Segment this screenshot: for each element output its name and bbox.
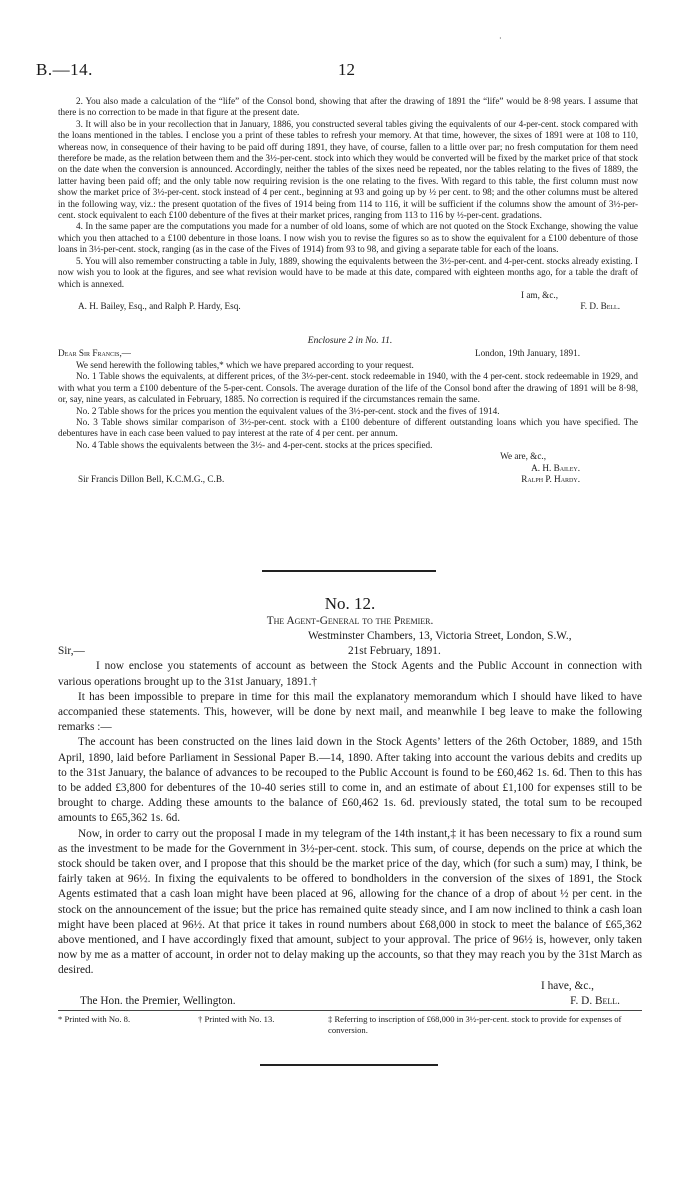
paragraph: 2. You also made a calculation of the “life” of the Consol bond, showing that after the drawing of 1891 the “life” would be 8·98 years. I assume that there is no correction to be made in that figure at the present date. xyxy=(58,96,638,118)
letter-continuation xyxy=(58,96,638,313)
sender-address: Westminster Chambers, 13, Victoria Street, London, S.W., xyxy=(308,630,572,643)
enclosure-letter xyxy=(58,348,638,486)
footnote: ‡ Referring to inscription of £68,000 in 3½-per-cent. stock to provide for expenses of conversion. xyxy=(328,1014,622,1035)
paragraph: It has been impossible to prepare in time for this mail the explanatory memorandum which I should have liked to have accompanied these statements. This, however, will be done by next mail, and meanwhile I beg leave to make the following remarks :— xyxy=(58,690,642,734)
closing: I have, &c., xyxy=(540,979,594,992)
enclosure-salutation-row xyxy=(58,348,638,360)
series-number: B.—14. xyxy=(36,60,93,79)
signer: Ralph P. Hardy. xyxy=(521,474,580,485)
page-speck: · xyxy=(499,34,502,43)
letter-heading: The Agent-General to the Premier. xyxy=(266,615,434,627)
paragraph: No. 2 Table shows for the prices you mention the equivalent values of the 3½-per-cent. stock and the fives of 1914. xyxy=(76,405,500,416)
addressee: A. H. Bailey, Esq., and Ralph P. Hardy, Esq. xyxy=(78,301,241,312)
letter-no12 xyxy=(58,614,642,1009)
paragraph: No. 4 Table shows the equivalents between the 3½- and 4-per-cent. stocks at the prices specified. xyxy=(76,439,433,450)
signature-row xyxy=(58,994,642,1009)
paragraph: Now, in order to carry out the proposal I made in my telegram of the 14th instant,‡ it has been necessary to fix a round sum as the investment to be made for the Government in 3½-per-cent. stock. This sum, of course, depends on the price at which the stock should be taken over, and I propose that this should be the market price of the day, which (for such a sum) may, I think, be fairly taken at 96½. In fixing the equivalents to be offered to bondholders in the conversion of the sixes of 1891, the Stock Agents estimated that a cash loan might have been placed at 96, allowing for the chance of a drop of about ½ per cent. in the stock on the announcement of the issue; but the price has remained quite steady since, and I am now inclined to think a cash loan might have been placed at 96½. At that price it takes in round numbers about £68,000 in stock to meet the balance of £65,362 above mentioned, and I have accordingly fixed that amount, subject to your approval. The price of 96½ is, however, only taken now by me as a matter of account, in order not to delay making up the accounts, so that they may reach you by the 31st March as desired. xyxy=(58,827,642,977)
footnote-rule xyxy=(58,1010,642,1011)
signer: A. H. Bailey. xyxy=(531,462,580,473)
signature: F. D. Bell. xyxy=(580,301,620,312)
addressee: The Hon. the Premier, Wellington. xyxy=(80,994,236,1007)
enclosure-title: Enclosure 2 in No. 11. xyxy=(307,336,393,346)
salutation: Sir,— xyxy=(58,645,85,658)
signature-row xyxy=(58,301,638,313)
signature: F. D. Bell. xyxy=(570,994,620,1007)
footnote: * Printed with No. 8. xyxy=(58,1014,131,1024)
paragraph: 3. It will also be in your recollection that in January, 1886, you constructed several tables giving the equivalents of our 4-per-cent. stock compared with the loans mentioned in the tables. I enclose you a print of these tables to refresh your memory. At that time, however, the sixes of 1891 were at 108 to 110, whereas now, in consequence of their having to be paid off during 1891, they have, of course, fallen to a little over par; no fresh computation for them need therefore be made, as the relation between them and the 3½-per-cent. stock into which they would be converted will be fixed by the market price of that stock on the date when the conversion is announced. Accordingly, neither the tables of the sixes need be repeated, nor the tables relating to the fives of 1889, the latter having been paid off; and the only table now requiring revision is the one relating to the fives. With regard to this table, the first column must now show the market price of 3½-per-cent. stock instead of 4 per cent., beginning at 93 and going up by ½ per cent. to 98; and the other columns must be altered in the following way, viz.: the present quotation of the fives of 1914 being from 114 to 116, it will be sufficient if the columns show the amount of 3½-per-cent. stock equivalent to each £100 debenture of the fives at their market prices, ranging from 113 to 116 by ½-per-cent. gradations. xyxy=(58,118,638,221)
closing: I am, &c., xyxy=(521,289,558,300)
document-number: No. 12. xyxy=(324,594,376,613)
section-rule xyxy=(262,570,436,572)
footnote: † Printed with No. 13. xyxy=(198,1014,275,1024)
salutation-row xyxy=(58,644,642,659)
place-date: London, 19th January, 1891. xyxy=(474,348,580,358)
paragraph: The account has been constructed on the lines laid down in the Stock Agents’ letters of the 26th October, 1889, and 15th April, 1890, laid before Parliament in Sessional Paper B.—14, 1890. After taking into account the various debits and credits up to the 31st January, the balance of advances to be recouped to the Public Account is found to be £60,462 1s. 6d. Then to this has to be added £3,800 for debentures of the 10-40 series still to come in, and an estimate of about £1,100 for expenses still to be brought to charge. Adding these amounts to the balance of £60,462 1s. 6d. previously stated, the total sum to be recouped amounts to £65,362 1s. 6d. xyxy=(58,736,642,825)
addressee: Sir Francis Dillon Bell, K.C.M.G., C.B. xyxy=(78,474,225,485)
salutation: Dear Sir Francis,— xyxy=(58,348,131,358)
paragraph: I now enclose you statements of account as between the Stock Agents and the Public Account in connection with various operations brought up to the 31st January, 1891.† xyxy=(58,660,642,688)
letter-date: 21st February, 1891. xyxy=(348,645,441,658)
paragraph: We send herewith the following tables,* which we have prepared according to your request. xyxy=(76,360,414,370)
paragraph: No. 1 Table shows the equivalents, at different prices, of the 3½-per-cent. stock redeemable in 1940, with the 4 per-cent. stock redeemable in 1929, and with what you term a £100 debenture of the 5-per-cent. Consols. The average duration of the life of the Consol bond after the drawing of 1891 will be 8·98, or, say, nine years, as calculated in February, 1885. No correction is required if the circumstances remain the same. xyxy=(58,371,638,405)
paragraph: No. 3 Table shows similar comparison of 3½-per-cent. stock with a £100 debenture of different outstanding loans which you have specified. The debentures have in each case been valued to pay interest at the rate of 4 per cent. per annum. xyxy=(58,417,638,439)
paragraph: 4. In the same paper are the computations you made for a number of old loans, some of which are not quoted on the Stock Exchange, showing the value which you then attached to a £100 debenture in those loans. I now wish you to revise the figures so as to show the equivalent for a £100 debenture of those loans in 3½-per-cent. stock, ranging (as in the case of the Fives of 1914) from 93 to 98, and giving a separate table for each of the loans. xyxy=(58,221,638,255)
closing: We are, &c., xyxy=(500,451,546,462)
end-rule xyxy=(260,1064,438,1066)
signature-row xyxy=(58,474,638,486)
paragraph: 5. You will also remember constructing a table in July, 1889, showing the equivalents between the 3½-per-cent. and 4-per-cent. stocks already existing. I now wish you to look at the figures, and see what revision would have to be made at this date, compared with eighteen months ago, for a table the draft of which is annexed. xyxy=(58,255,638,289)
page-number: 12 xyxy=(338,60,355,79)
